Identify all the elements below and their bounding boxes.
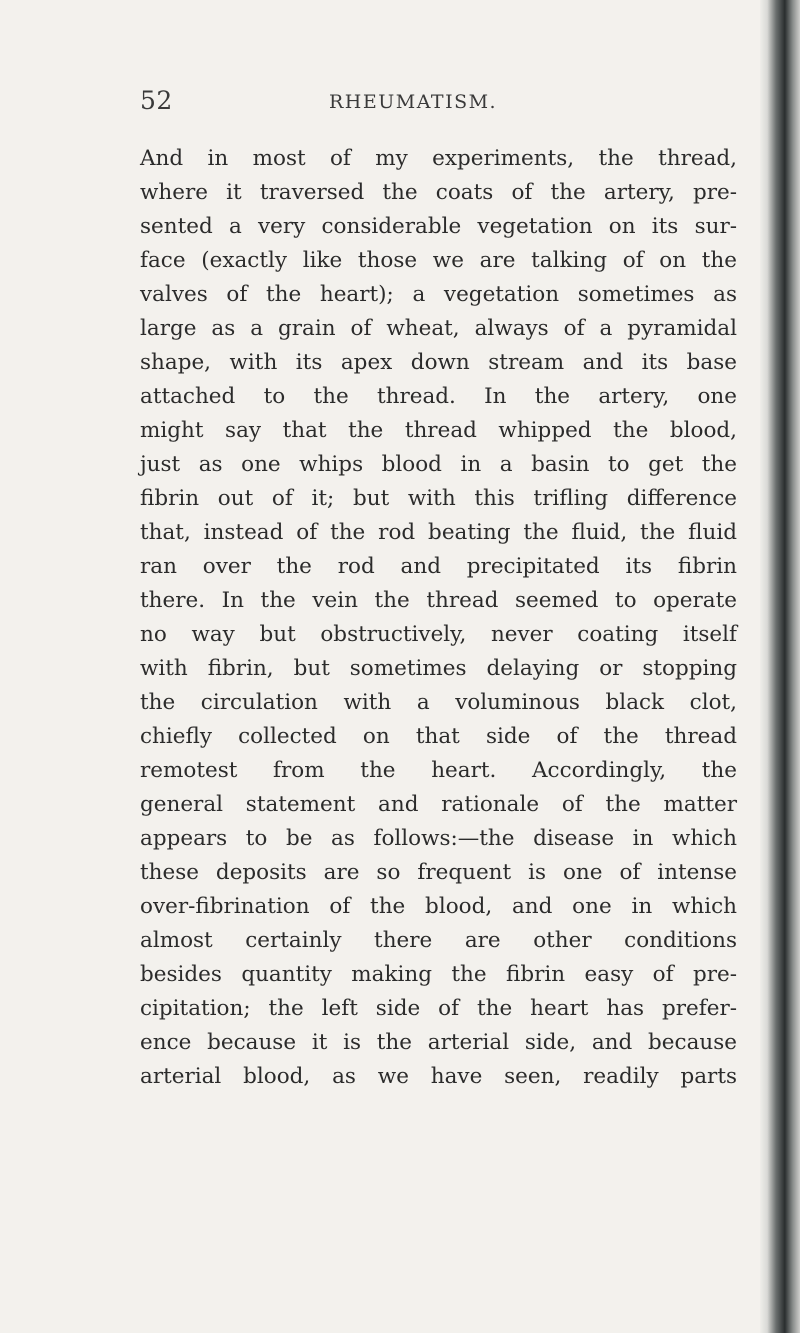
text-line: large as a grain of wheat, always of a pyramidal xyxy=(140,316,737,341)
text-line: these deposits are so frequent is one of intense xyxy=(140,860,737,885)
text-line: valves of the heart); a vegetation sometimes as xyxy=(140,282,737,307)
text-line: over-fibrination of the blood, and one in which xyxy=(140,894,737,919)
text-line: no way but obstructively, never coating itself xyxy=(140,622,737,647)
running-head: RHEUMATISM. xyxy=(329,91,498,113)
book-binding-gutter xyxy=(760,0,800,1333)
page-number: 52 xyxy=(140,86,173,115)
text-line: might say that the thread whipped the blood, xyxy=(140,418,737,443)
text-line: where it traversed the coats of the artery, pre- xyxy=(140,180,737,205)
text-line: that, instead of the rod beating the fluid, the fluid xyxy=(140,520,737,545)
text-line: with fibrin, but sometimes delaying or stopping xyxy=(140,656,737,681)
text-line: And in most of my experiments, the thread, xyxy=(140,146,737,171)
text-line: chiefly collected on that side of the thread xyxy=(140,724,737,749)
text-line: ence because it is the arterial side, and because xyxy=(140,1030,737,1055)
text-line: shape, with its apex down stream and its base xyxy=(140,350,737,375)
text-line: ran over the rod and precipitated its fibrin xyxy=(140,554,737,579)
text-line: sented a very considerable vegetation on its sur- xyxy=(140,214,737,239)
text-line: appears to be as follows:—the disease in which xyxy=(140,826,737,851)
page-header xyxy=(140,86,700,126)
text-line: just as one whips blood in a basin to get the xyxy=(140,452,737,477)
text-line: arterial blood, as we have seen, readily parts xyxy=(140,1064,737,1089)
text-line: remotest from the heart. Accordingly, the xyxy=(140,758,737,783)
text-line: fibrin out of it; but with this trifling difference xyxy=(140,486,737,511)
text-line: face (exactly like those we are talking of on the xyxy=(140,248,737,273)
text-line: attached to the thread. In the artery, one xyxy=(140,384,737,409)
text-line: cipitation; the left side of the heart has prefer- xyxy=(140,996,737,1021)
body-text xyxy=(140,142,737,1094)
text-line: almost certainly there are other conditions xyxy=(140,928,737,953)
text-line: the circulation with a voluminous black clot, xyxy=(140,690,737,715)
text-line: general statement and rationale of the matter xyxy=(140,792,737,817)
text-line: there. In the vein the thread seemed to operate xyxy=(140,588,737,613)
text-line: besides quantity making the fibrin easy of pre- xyxy=(140,962,737,987)
